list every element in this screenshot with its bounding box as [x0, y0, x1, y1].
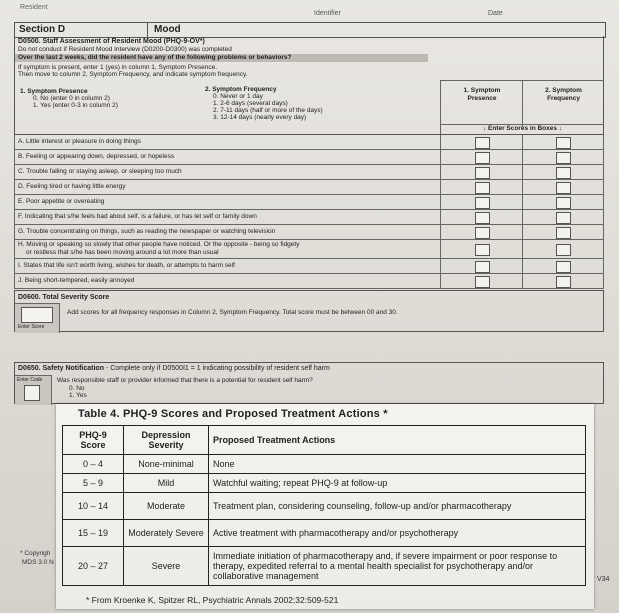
symptom-frequency-box[interactable] — [556, 152, 571, 164]
item-label: G. Trouble concentrating on things, such as reading the newspaper or watching television — [18, 228, 276, 235]
severity-cell: Moderate — [124, 493, 209, 520]
table-row — [63, 474, 586, 493]
score-cell: 10 – 14 — [63, 493, 124, 520]
symptom-frequency-box[interactable] — [556, 182, 571, 194]
d0600-title: D0600. Total Severity Score — [18, 294, 110, 301]
safety-code-box[interactable] — [24, 385, 40, 401]
d0500-title: D0500. Staff Assessment of Resident Mood (PHQ-9-OV*) — [18, 38, 205, 45]
item-row-i — [14, 259, 604, 274]
d0500-instruction-1: If symptom is present, enter 1 (yes) in column 1, Symptom Presence. — [18, 64, 218, 71]
item-row-e — [14, 195, 604, 210]
frequency-option-2: 2. 7-11 days (half or more of the days) — [213, 107, 323, 114]
symptom-frequency-box[interactable] — [556, 261, 571, 273]
severity-cell: Severe — [124, 547, 209, 586]
symptom-frequency-box[interactable] — [556, 197, 571, 209]
item-label: C. Trouble falling or staying asleep, or sleeping too much — [18, 168, 182, 175]
symptom-presence-box[interactable] — [475, 261, 490, 273]
symptom-frequency-box[interactable] — [556, 244, 571, 256]
table-row — [63, 520, 586, 547]
symptom-presence-box[interactable] — [475, 244, 490, 256]
table-row — [63, 493, 586, 520]
score-cell: 0 – 4 — [63, 455, 124, 474]
symptom-presence-box[interactable] — [475, 167, 490, 179]
presence-option-0: 0. No (enter 0 in column 2) — [33, 95, 110, 102]
item-row-j — [14, 274, 604, 289]
version-note: V34 — [597, 576, 610, 583]
item-label-line-1: H. Moving or speaking so slowly that other people have noticed. Or the opposite - being so fidgety — [18, 241, 300, 248]
severity-cell: Moderately Severe — [124, 520, 209, 547]
table-row — [63, 455, 586, 474]
header-row — [14, 10, 605, 22]
item-label: D. Feeling tired or having little energy — [18, 183, 126, 190]
item-row-c — [14, 165, 604, 180]
column-1-label: 1. Symptom Presence — [463, 87, 501, 102]
action-cell: Treatment plan, considering counseling, follow-up and/or pharmacotherapy — [209, 493, 586, 520]
symptom-frequency-box[interactable] — [556, 276, 571, 288]
enter-code-label: Enter Code — [17, 377, 43, 383]
action-cell: Immediate initiation of pharmacotherapy and, if severe impairment or poor response to therapy, expedited referral to a mental health specialist for psychotherapy and/or collaborative management — [209, 547, 586, 586]
section-label: Section D — [15, 23, 148, 37]
copyright-note: * Copyrigh — [20, 550, 51, 557]
table-header-row — [63, 426, 586, 455]
symptom-presence-box[interactable] — [475, 212, 490, 224]
header-phq9-score: PHQ-9 Score — [63, 426, 124, 455]
symptom-frequency-box[interactable] — [556, 137, 571, 149]
symptom-frequency-box[interactable] — [556, 227, 571, 239]
d0500-header — [14, 36, 604, 135]
d0500-over-last: Over the last 2 weeks, did the resident have any of the following problems or behaviors? — [15, 54, 428, 62]
frequency-option-1: 1. 2-6 days (several days) — [213, 100, 288, 107]
total-score-box[interactable] — [21, 307, 53, 323]
presence-title: 1. Symptom Presence — [20, 88, 88, 95]
item-label — [18, 241, 438, 257]
score-cell: 15 – 19 — [63, 520, 124, 547]
phq9-table — [62, 425, 586, 586]
enter-scores-label: ↓ Enter Scores in Boxes ↓ — [440, 124, 604, 134]
d0650-code-area — [15, 375, 52, 405]
date-label: Date — [488, 10, 503, 17]
d0650-question: Was responsible staff or provider informed that there is a potential for resident self harm? — [57, 377, 313, 384]
severity-cell: Mild — [124, 474, 209, 493]
symptom-frequency-box[interactable] — [556, 212, 571, 224]
score-cell: 20 – 27 — [63, 547, 124, 586]
item-row-g — [14, 225, 604, 240]
item-label: B. Feeling or appearing down, depressed, or hopeless — [18, 153, 175, 160]
symptom-presence-box[interactable] — [475, 276, 490, 288]
score-cell: 5 – 9 — [63, 474, 124, 493]
frequency-title: 2. Symptom Frequency — [205, 86, 277, 93]
action-cell: None — [209, 455, 586, 474]
mds-note: MDS 3.0 N — [22, 559, 54, 566]
item-label-line-2: or restless that s/he has been moving around a lot more than usual — [26, 249, 219, 256]
enter-score-label: Enter Score — [18, 324, 45, 330]
d0650-option-0: 0. No — [69, 385, 85, 392]
item-label: E. Poor appetite or overeating — [18, 198, 105, 205]
header-depression-severity: Depression Severity — [124, 426, 209, 455]
symptom-presence-box[interactable] — [475, 227, 490, 239]
item-label: A. Little interest or pleasure in doing things — [18, 138, 141, 145]
symptom-frequency-box[interactable] — [556, 167, 571, 179]
d0650-option-1: 1. Yes — [69, 392, 87, 399]
d0600-score-area — [15, 303, 60, 333]
symptom-presence-box[interactable] — [475, 182, 490, 194]
d0500-instruction-2: Then move to column 2, Symptom Frequency, and indicate symptom frequency. — [18, 71, 248, 78]
d0650-block — [14, 362, 604, 404]
d0500-subtitle: Do not conduct if Resident Mood Interview (D0200-D0300) was completed — [18, 46, 232, 53]
column-1-header — [440, 80, 523, 127]
column-2-header — [522, 80, 604, 127]
page-top-label: Resident — [20, 4, 48, 11]
action-cell: Watchful waiting; repeat PHQ-9 at follow-up — [209, 474, 586, 493]
phq9-table-card — [56, 404, 594, 609]
identifier-label: Identifier — [314, 10, 341, 17]
item-label: F. Indicating that s/he feels bad about self, is a failure, or has let self or family down — [18, 213, 257, 220]
column-2-label: 2. Symptom Frequency — [545, 87, 582, 102]
item-row-h — [14, 240, 604, 259]
presence-option-1: 1. Yes (enter 0-3 in column 2) — [33, 102, 118, 109]
d0650-title: D0650. Safety Notification — [18, 365, 104, 372]
frequency-option-0: 0. Never or 1 day — [213, 93, 263, 100]
table4-footnote: * From Kroenke K, Spitzer RL, Psychiatric Annals 2002;32:509-521 — [86, 595, 339, 605]
item-row-f — [14, 210, 604, 225]
section-title: Mood — [154, 24, 181, 35]
symptom-presence-box[interactable] — [475, 152, 490, 164]
table-row — [63, 547, 586, 586]
item-label: J. Being short-tempered, easily annoyed — [18, 277, 135, 284]
symptom-presence-box[interactable] — [475, 197, 490, 209]
d0600-block — [14, 290, 604, 332]
d0650-title-rest: - Complete only if D0500I1 = 1 indicating possibility of resident self harm — [103, 365, 330, 372]
item-label: I. States that life isn't worth living, wishes for death, or attempts to harm self — [18, 262, 235, 269]
item-row-d — [14, 180, 604, 195]
severity-cell: None-minimal — [124, 455, 209, 474]
item-row-a — [14, 135, 604, 150]
d0600-text: Add scores for all frequency responses in Column 2, Symptom Frequency. Total score must be between 00 and 30. — [67, 309, 398, 316]
header-treatment-actions: Proposed Treatment Actions — [209, 426, 586, 455]
item-row-b — [14, 150, 604, 165]
symptom-presence-box[interactable] — [475, 137, 490, 149]
frequency-option-3: 3. 12-14 days (nearly every day) — [213, 114, 307, 121]
d0650-title-line — [18, 365, 330, 373]
action-cell: Active treatment with pharmacotherapy and/or psychotherapy — [209, 520, 586, 547]
table4-title: Table 4. PHQ-9 Scores and Proposed Treatment Actions * — [78, 408, 388, 420]
